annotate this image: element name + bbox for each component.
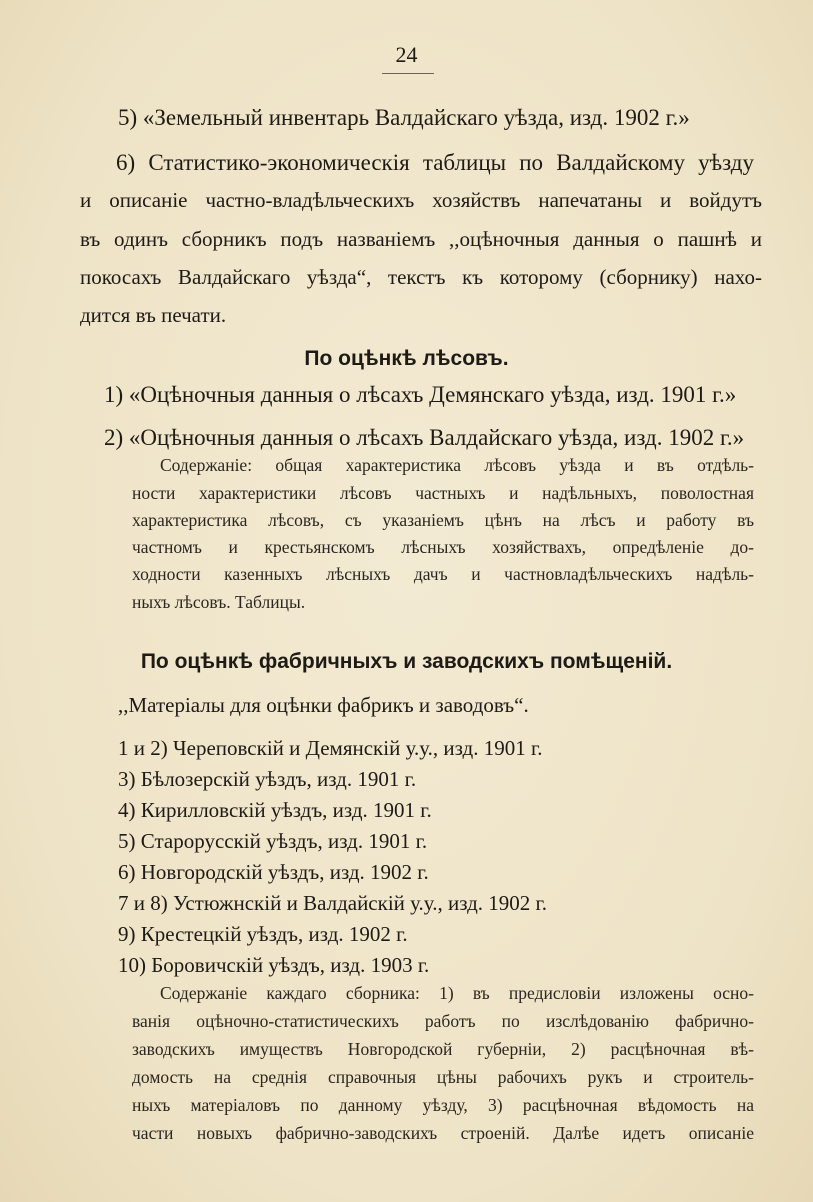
forest-content-line-2: ности характеристики лѣсовъ частныхъ и надѣльныхъ, поволостная: [132, 483, 754, 503]
factory-item-2: 3) Бѣлозерскій уѣздъ, изд. 1901 г.: [118, 767, 417, 791]
factory-content-line-6: части новыхъ фабрично-заводскихъ строеній. Далѣе идетъ описаніе: [132, 1123, 754, 1143]
factory-item-5: 6) Новгородскій уѣздъ, изд. 1902 г.: [118, 860, 429, 884]
page-number-rule: [382, 73, 434, 74]
forest-content-line-1: Содержаніе: общая характеристика лѣсовъ уѣзда и въ отдѣль-: [160, 455, 754, 475]
forest-content-line-5: ходности казенныхъ лѣсныхъ дачъ и частновладѣльческихъ надѣль-: [132, 564, 754, 584]
factory-item-3: 4) Кирилловскій уѣздъ, изд. 1901 г.: [118, 798, 432, 822]
factory-content-line-4: домость на среднія справочныя цѣны рабочихъ рукъ и строитель-: [132, 1067, 754, 1087]
factory-item-7: 9) Крестецкій уѣздъ, изд. 1902 г.: [118, 922, 408, 946]
forest-content-line-6: ныхъ лѣсовъ. Таблицы.: [132, 592, 306, 612]
forest-content-line-3: характеристика лѣсовъ, съ указаніемъ цѣнъ на лѣсъ и работу въ: [132, 510, 754, 530]
factory-content-line-2: ванія оцѣночно-статистическихъ работъ по изслѣдованію фабрично-: [132, 1011, 754, 1031]
factories-subtitle: ,,Матеріалы для оцѣнки фабрикъ и заводовъ“.: [118, 693, 529, 717]
forest-item-1: 1) «Оцѣночныя данныя о лѣсахъ Демянскаго уѣзда, изд. 1901 г.»: [104, 382, 737, 407]
item-6-line-1: 6) Статистико-экономическія таблицы по Валдайскому уѣзду: [116, 150, 754, 175]
factory-content-line-1: Содержаніе каждаго сборника: 1) въ предисловіи изложены осно-: [160, 983, 754, 1003]
factory-content-line-3: заводскихъ имуществъ Новгородской губерніи, 2) расцѣночная вѣ-: [132, 1039, 754, 1059]
item-6-line-3: въ одинъ сборникъ подъ названіемъ ,,оцѣночныя данныя о пашнѣ и: [80, 227, 762, 251]
item-5-zemelny: 5) «Земельный инвентарь Валдайскаго уѣзда, изд. 1902 г.»: [118, 105, 690, 130]
factory-item-1: 1 и 2) Череповскій и Демянскій у.у., изд. 1901 г.: [118, 736, 543, 760]
item-6-line-5: дится въ печати.: [80, 303, 227, 327]
heading-factories: По оцѣнкѣ фабричныхъ и заводскихъ помѣщеній.: [140, 650, 673, 673]
forest-content-line-4: частномъ и крестьянскомъ лѣсныхъ хозяйствахъ, опредѣленіе до-: [132, 537, 754, 557]
page-number: 24: [395, 42, 418, 67]
factory-item-6: 7 и 8) Устюжнскій и Валдайскій у.у., изд. 1902 г.: [118, 891, 548, 915]
forest-item-2: 2) «Оцѣночныя данныя о лѣсахъ Валдайскаго уѣзда, изд. 1902 г.»: [104, 425, 745, 450]
item-6-line-2: и описаніе частно-владѣльческихъ хозяйствъ напечатаны и войдутъ: [80, 188, 762, 212]
factory-content-line-5: ныхъ матеріаловъ по данному уѣзду, 3) расцѣночная вѣдомость на: [132, 1095, 754, 1115]
factory-item-8: 10) Боровичскій уѣздъ, изд. 1903 г.: [118, 953, 430, 977]
item-6-line-4: покосахъ Валдайскаго уѣзда“, текстъ къ которому (сборнику) нахо-: [80, 265, 762, 289]
heading-forests: По оцѣнкѣ лѣсовъ.: [304, 347, 509, 370]
factory-item-4: 5) Старорусскій уѣздъ, изд. 1901 г.: [118, 829, 428, 853]
